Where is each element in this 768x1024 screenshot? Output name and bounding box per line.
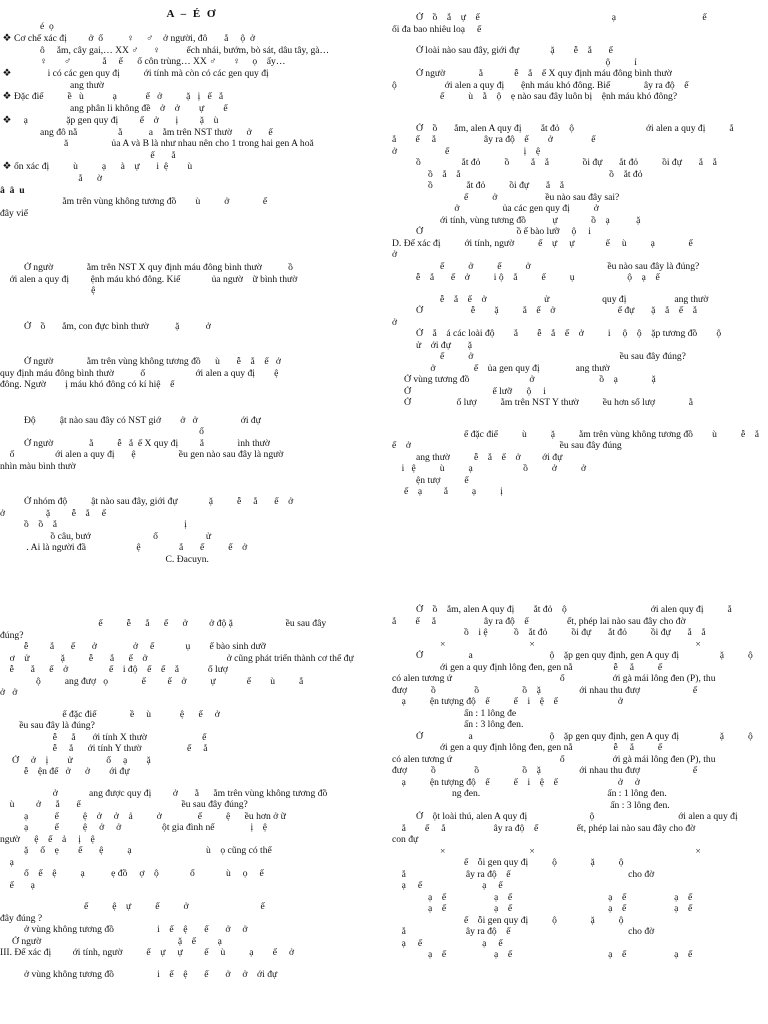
text-line — [392, 419, 762, 429]
text-line: ở — [392, 316, 398, 328]
question-line: ố ới alen a quy đị ệ ều gen nào sau đây là ngườ — [0, 449, 284, 460]
text-line: Ở loài nào sau đây, giới đự ặ ễ ắ ế — [392, 45, 613, 56]
questions-block-left — [0, 262, 384, 589]
text-line: ạ ện tượng độ ế ế i ệ ế ở ở — [392, 776, 640, 788]
text-line: Ở ồ ắm, alen A quy đị ắt đỏ ộ ới alen quy đị ắ — [392, 604, 732, 615]
text-line-content: ♀ ♂ ắ ế ổ côn trùng… XX ♂ ♀ ọ ấy… — [40, 56, 286, 68]
text-line — [0, 33, 384, 45]
question-line: C. Đacuyn. — [0, 553, 209, 565]
text-line: ngườ ệ ế ả ị ệ — [0, 833, 95, 845]
text-line: ồ ắt đỏ ồi đự ắ ắ — [392, 180, 565, 191]
bullet-icon: ❖ — [2, 114, 12, 126]
text-line: ạ ế ạ ế ạ ế ạ ế — [392, 949, 693, 960]
text-line: ối đa bao nhiêu loạ ế — [392, 23, 482, 35]
text-line: ố ế ệ ạ ẹ đồ ợ ộ ố ù ọ ế — [0, 868, 264, 879]
text-line: ở vùng không tương đồ i ế ệ ế ở ở — [0, 924, 248, 935]
text-line — [0, 68, 384, 80]
right-column — [392, 0, 762, 1024]
text-line — [392, 284, 762, 294]
text-line: ộ ới alen a quy đị ệnh máu khó đông. Biế ây ra độ ế — [392, 79, 689, 91]
text-line: ện tượ ế — [392, 474, 469, 486]
text-line: ắ ây ra độ ế cho đờ — [392, 868, 655, 880]
text-line: × × × — [392, 638, 701, 650]
text-line — [0, 959, 384, 969]
text-line: ng đen. ấn : 1 lông đen. — [392, 788, 667, 799]
text-line-content: ă ủa A và B là như nhau nên cho 1 trong hai gen A hoă — [40, 138, 314, 150]
text-line-content: Cơ chế xác đị ở ố ♀ ♂ ở người, đô ắ ộ ở — [14, 32, 256, 44]
question-line: ới alen a quy đị ệnh máu khó đông. Kiể ủa ngườ ữ bình thườ — [0, 273, 298, 285]
text-line — [0, 91, 384, 103]
text-line-content: đây viế — [0, 207, 28, 219]
theory-lines — [0, 21, 384, 219]
text-line: đúng? — [0, 629, 24, 641]
text-line: ễ ắ ới tính Y thườ ế ắ — [0, 743, 208, 754]
question-line: quy định máu đông bình thườ ố ới alen a quy đị ệ — [0, 367, 279, 379]
question-line: ổ — [0, 426, 204, 437]
text-line: Ở ế lưỡ ộ i — [392, 385, 546, 397]
text-line: ặ ố ẹ ế ệ ạ ù ọ cũng có thể — [0, 845, 272, 856]
text-line: Ở ồ ắm, alen A quy đị ắt đỏ ộ ới alen a quy đị ắ — [392, 122, 734, 134]
text-line: ồ ắt đỏ ồ ắ ắ ồi đự ắt đỏ ồi đự ắ ắ — [392, 157, 717, 168]
text-line: Ở ồ ắ ự ế ạ ế — [392, 12, 707, 23]
text-line: ử ới đự ặ — [392, 339, 472, 351]
text-line: ễ ắ ế ở ế i độ ế ế ắ ố lượ — [0, 664, 228, 675]
text-line: con đự — [392, 834, 419, 845]
question-line: Ở ngườ ằm trên NST X quy định máu đông bình thườ ồ — [0, 262, 293, 273]
text-line — [0, 208, 384, 220]
text-line: ế ệ ự ế ở ế — [0, 901, 265, 912]
text-line: Ở ở ị ử ố ạ ặ — [0, 754, 151, 766]
text-line — [0, 103, 384, 115]
text-line: Ở vùng tương đồ ở ồ ạ ặ — [392, 374, 656, 385]
text-line-content: â â u — [0, 184, 25, 196]
text-line-content: ang đô nằ ằ a ằm trên NST thườ ở ế — [40, 126, 273, 138]
text-line: ễ ắ ế ở ử quy đị ang thườ — [392, 293, 709, 305]
text-line: ắ ây ra độ ế cho đờ — [392, 926, 655, 937]
text-line: ễ ắ ới tính X thườ ế — [0, 731, 207, 743]
text-line — [0, 185, 384, 197]
text-line-content: Đặc điể ề ù ạ ế ở ặ ị ế ắ — [14, 91, 224, 103]
text-line — [0, 127, 384, 139]
text-line: ở ở — [0, 687, 18, 698]
questions-block-right-top — [392, 12, 762, 498]
text-line: III. Để xác đị ới tính, ngườ ế ự ự ế ù ạ ế ở — [0, 947, 295, 958]
text-line — [0, 45, 384, 57]
bullet-icon: ❖ — [2, 32, 12, 44]
text-line: ế ỗi gen quy đị ộ ặ ộ — [392, 857, 624, 868]
text-line: ở ang được quy đị ở ằ ằm trên vùng không tương đồ — [0, 787, 328, 799]
question-line: đông. Ngườ ị máu khó đông có kí hiệ ế — [0, 379, 175, 390]
text-line: ế ở ế ở ều nào sau đây là đúng? — [392, 260, 700, 272]
question-line: Độ ật nào sau đây có NST giớ ở ở ới đự — [0, 414, 261, 426]
text-line-content: ang phân li không đề ở ở ự ế — [70, 103, 228, 115]
text-line: ễ ện để ở ở ới đự — [0, 766, 130, 777]
text-line: Ở ồ ế bào lưỡ ộ i — [392, 226, 591, 237]
text-line: ở ủa các gen quy đị ở — [392, 203, 599, 214]
text-line: ắ ế ắ ây ra độ ế ở ế — [392, 134, 596, 145]
text-line — [392, 409, 762, 419]
text-line: ở — [392, 249, 398, 260]
text-line: ạ ện tượng độ ế ế i ệ ế ở — [392, 696, 623, 707]
question-block — [0, 262, 384, 297]
text-line-content: ắ ờ — [40, 173, 103, 185]
text-line: Ở ột loài thú, alen A quy đị ộ ới alen a quy đị — [392, 811, 738, 822]
question-block — [0, 321, 384, 333]
text-line: ế ạ ắ ạ ị — [392, 486, 503, 497]
text-line: Ở a ộ ặp gen quy định, gen A quy đị ặ ộ — [392, 650, 753, 661]
text-line: ạ ế ạ ế — [392, 880, 503, 891]
text-line: Ở ngườ ằ ễ ắ ế X quy định máu đông bình thườ — [392, 68, 672, 79]
text-line: ế ạ — [0, 879, 35, 891]
bullet-icon: ❖ — [2, 67, 12, 79]
text-line: ế ỗi gen quy đị ộ ặ ộ — [392, 914, 624, 926]
text-line — [0, 115, 384, 127]
text-line-content: ằm trên vùng không tương đồ ù ở ế — [0, 196, 268, 208]
text-line: ộ ỉ — [392, 56, 637, 68]
text-line: ế ở ều nào sau đây sai? — [392, 191, 620, 203]
text-line: có alen tương ứ ố ới gà mái lông đen (P), thu — [392, 673, 716, 684]
text-line-content: ế ắ — [40, 149, 176, 161]
question-block — [0, 415, 384, 473]
bullet-icon: ❖ — [2, 161, 12, 173]
text-line — [0, 778, 384, 788]
text-line: ể đặc điể ề ù ệ ế ở — [0, 708, 220, 720]
text-line: ấn : 3 lông đen. — [392, 799, 670, 811]
question-line: Ở ngườ ằm trên vùng không tương đồ ù ễ ắ ế ở — [0, 356, 281, 367]
text-line — [0, 699, 384, 709]
text-line: ắ ế ắ ây ra độ ế ết, phép lai nào sau đây cho đờ — [392, 615, 686, 627]
question-line: ồ câu, bướ ố ử — [0, 530, 212, 542]
bullet-icon: ❖ — [2, 91, 12, 103]
question-line: ồ ồ ắ ị — [0, 519, 187, 530]
text-line: ạ ế ệ ở ở ột gia đình nế ị ệ — [0, 822, 268, 833]
text-line — [392, 35, 762, 45]
text-line: ấn : 1 lông đe — [392, 707, 517, 719]
question-line: ở ặ ễ ắ ế — [0, 507, 107, 519]
text-line: ới tính, vùng tương đồ ự ồ ạ ặ — [392, 214, 641, 226]
text-line: ạ — [0, 856, 14, 868]
text-line: có alen tương ứ ố ới gà mái lông đen (P), thu — [392, 753, 716, 765]
text-line: ế ù ằ ộ ẹ nào sau đây luôn bị ệnh máu khó đông? — [392, 91, 678, 102]
text-line — [0, 21, 384, 33]
text-line: Ở ắ á các loài độ ắ ễ ắ ế ở i ộ ộ ặp tương đồ ộ — [392, 328, 722, 339]
text-line: ấn : 3 lông đen. — [392, 719, 524, 730]
text-line: ới gen a quy định lông đen, gen nằ ễ ắ ế — [392, 661, 663, 673]
text-line: ế ở ều sau đây đúng — [392, 440, 622, 451]
text-line: ồ i ệ ồ ắt đỏ ồi đự ắt đỏ ồi đự ắ ắ — [392, 627, 706, 638]
text-line: ều sau đây là đúng? — [0, 720, 95, 731]
text-line-content: ổn xác đị ù ạ à ự i ệ ù — [14, 161, 193, 173]
page-title: A – É Ơ — [166, 8, 218, 20]
text-line: ộ ang đượ ọ ế ế ở ự ế ù ắ — [0, 675, 304, 687]
text-line-content: ang thườ — [70, 79, 104, 91]
text-line: ở ế ị ệ — [392, 145, 541, 157]
question-block — [0, 496, 384, 565]
text-line: ở ế ủa gen quy đị ang thườ — [392, 362, 610, 374]
text-line: Ở ố lượ ằm trên NST Y thườ ều hơn số lượ ằ — [392, 397, 693, 408]
text-line: đây đúng ? — [0, 912, 43, 924]
text-line: × × × — [392, 845, 701, 857]
text-line: ơ ử ặ ễ ắ ế ở ở cũng phát triển thành cơ thể đự — [0, 652, 354, 664]
text-line: ù ở ắ ể ều sau đây đúng? — [0, 799, 248, 810]
text-line — [0, 891, 384, 901]
text-line: D. Để xác đị ới tính, ngườ ế ự ự ế ù ạ ế — [392, 237, 693, 249]
theory-section — [0, 8, 384, 219]
question-line: nhìn màu bình thườ — [0, 460, 76, 472]
text-line — [392, 103, 762, 113]
text-line — [0, 173, 384, 185]
text-line: ạ ế ạ ế — [392, 937, 503, 949]
text-line-content: ạ ặp gen quy đị ế ở ị ặ ù — [14, 114, 219, 126]
text-line: ễ ắ ế ở ở ế ụ ế bào sinh dưỡ — [0, 641, 266, 652]
questions-block-left-bottom — [0, 618, 384, 980]
text-line: ễ ắ ế ở i ộ ắ ế ụ ộ ạ ế — [392, 272, 660, 283]
text-line: ới gen a quy định lông đen, gen nằ ễ ắ ế — [392, 742, 663, 753]
text-line: ồ ắ ắ ồ ắt đỏ — [392, 168, 643, 180]
text-line: ạ ế ạ ế ạ ế ạ ế — [392, 903, 693, 914]
text-line: ế ễ ắ ế ở ở độ ặ ều sau đây — [0, 618, 327, 629]
text-line — [0, 161, 384, 173]
text-line — [0, 150, 384, 162]
text-line: ể đặc điể ù ặ ằm trên vùng không tương đồ ù ễ ắ — [392, 428, 760, 440]
text-line: Ở a ộ ặp gen quy định, gen A quy đị ặ ộ — [392, 730, 753, 742]
question-line: Ở nhóm độ ật nào sau đây, giới đự ặ ễ ắ ế ở — [0, 496, 294, 507]
text-line — [392, 113, 762, 123]
text-line: ạ ế ệ ở ở ả ở ế ệ ều hơn ở ữ — [0, 810, 286, 822]
text-line: ang thườ ễ ắ ế ở ới đự — [392, 451, 563, 463]
text-line-content: é ọ — [40, 21, 54, 33]
text-line — [0, 138, 384, 150]
text-line — [0, 80, 384, 92]
text-line-content: ô ắm, cây gai,… XX ♂ ♀ ếch nhái, bướm, bò sát, dâu tây, gà… — [40, 44, 330, 56]
text-line: ạ ế ạ ế ạ ế ạ ế — [392, 891, 693, 903]
text-line: i ệ ù ạ ồ ở ở — [392, 463, 587, 474]
text-line: đượ ồ ồ ồ ặ ới nhau thu đượ ế — [392, 765, 698, 776]
text-line — [0, 196, 384, 208]
text-line: ế ở ều sau đây đúng? — [392, 351, 686, 362]
text-line: Ở ngườ ặ ế ạ — [0, 935, 222, 947]
questions-block-right-bottom — [392, 604, 762, 961]
text-line — [0, 56, 384, 68]
question-line: . Ai là người đầ ệ ắ ế ế ở — [0, 542, 248, 553]
text-line-content: i có các gen quy đị ới tính mà còn có các gen quy đị — [14, 67, 269, 79]
text-line: ắ ế ắ ây ra độ ế ết, phép lai nào sau đây cho đờ — [392, 822, 696, 834]
question-line: Ở ngườ ằ ễ ắ ế X quy đị ắ ình thườ — [0, 437, 270, 449]
text-line: Ở ễ ặ ắ ế ở ế đự ặ ắ ế ắ — [392, 305, 697, 316]
text-line: đượ ồ ồ ồ ặ ới nhau thu đượ ế — [392, 684, 698, 696]
question-line: ệ — [0, 285, 96, 296]
question-block — [0, 356, 384, 391]
text-line: ở vùng không tương đồ i ế ệ ế ở ở ới đự — [0, 968, 278, 980]
question-line: Ở ồ ắm, con đực bình thườ ặ ở — [0, 320, 211, 332]
